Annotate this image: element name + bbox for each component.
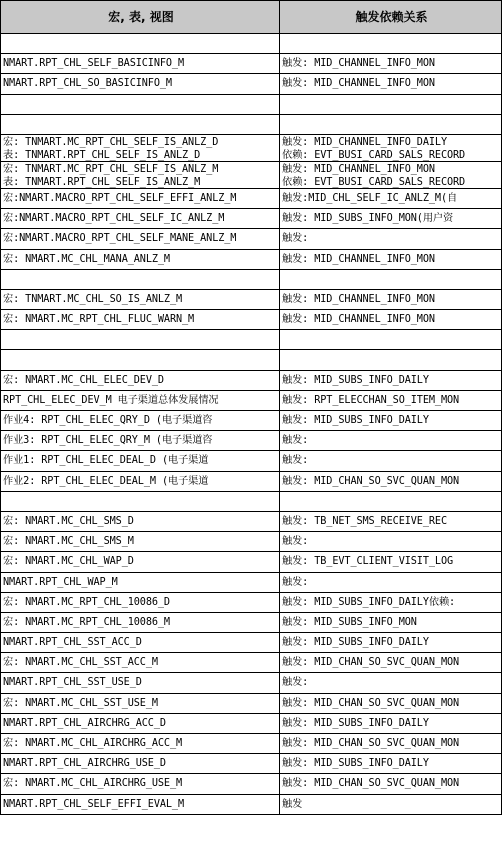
- table-row: [0, 673, 502, 693]
- dependency-cell: 触发: MID_CHANNEL_INFO_MON: [280, 54, 502, 74]
- table-row: [0, 229, 502, 249]
- column-header-trigger-dependency: 触发依赖关系: [280, 0, 502, 34]
- table-row: [0, 115, 502, 135]
- table-row: [0, 451, 502, 471]
- object-name-cell: [0, 34, 280, 54]
- table-row: [0, 391, 502, 411]
- table-row: [0, 209, 502, 229]
- object-name-cell: 宏: NMART.MC_RPT_CHL_FLUC_WARN_M: [0, 310, 280, 330]
- dependency-cell: 触发:: [280, 532, 502, 552]
- object-name-cell: 作业1: RPT_CHL_ELEC_DEAL_D (电子渠道: [0, 451, 280, 471]
- table-row: [0, 734, 502, 754]
- table-row: [0, 350, 502, 370]
- dependency-cell: [280, 95, 502, 115]
- object-name-cell: [0, 492, 280, 512]
- object-name-cell: 宏: TNMART.MC_RPT_CHL_SELF_IS_ANLZ_D 表: TNMART.RPT_CHL_SELF_IS_ANLZ_D: [0, 135, 280, 162]
- dependency-cell: 触发:: [280, 673, 502, 693]
- dependency-cell: 触发: MID_CHANNEL_INFO_MON: [280, 310, 502, 330]
- object-name-cell: [0, 350, 280, 370]
- dependency-cell: 触发: [280, 795, 502, 815]
- table-row: [0, 492, 502, 512]
- table-row: [0, 754, 502, 774]
- object-name-cell: 宏: NMART.MC_CHL_SMS_D: [0, 512, 280, 532]
- object-name-cell: NMART.RPT_CHL_AIRCHRG_USE_D: [0, 754, 280, 774]
- object-name-cell: NMART.RPT_CHL_AIRCHRG_ACC_D: [0, 714, 280, 734]
- dependency-cell: 触发: TB_EVT_CLIENT_VISIT_LOG: [280, 552, 502, 572]
- object-name-cell: 宏: TNMART.MC_CHL_SO_IS_ANLZ_M: [0, 290, 280, 310]
- object-name-cell: [0, 115, 280, 135]
- table-row: [0, 573, 502, 593]
- object-name-cell: NMART.RPT_CHL_WAP_M: [0, 573, 280, 593]
- table-row: [0, 135, 502, 162]
- object-name-cell: 宏: NMART.MC_CHL_SST_ACC_M: [0, 653, 280, 673]
- table-row: [0, 512, 502, 532]
- dependency-cell: [280, 350, 502, 370]
- dependency-cell: 触发:: [280, 431, 502, 451]
- object-name-cell: 宏: NMART.MC_CHL_WAP_D: [0, 552, 280, 572]
- table-header-row: [0, 0, 502, 34]
- dependency-cell: 触发: TB_NET_SMS_RECEIVE_REC: [280, 512, 502, 532]
- dependency-cell: 触发: MID_SUBS_INFO_DAILY: [280, 411, 502, 431]
- table-row: [0, 593, 502, 613]
- table-row: [0, 694, 502, 714]
- table-row: [0, 162, 502, 189]
- dependency-cell: 触发:: [280, 451, 502, 471]
- dependency-cell: 触发: MID_SUBS_INFO_MON: [280, 613, 502, 633]
- object-name-cell: [0, 270, 280, 290]
- object-name-cell: 宏: NMART.MC_RPT_CHL_10086_M: [0, 613, 280, 633]
- table-row: [0, 431, 502, 451]
- dependency-cell: 触发: MID_CHANNEL_INFO_MON: [280, 250, 502, 270]
- dependency-cell: 触发: MID_CHAN_SO_SVC_QUAN_MON: [280, 774, 502, 794]
- object-name-cell: 作业3: RPT_CHL_ELEC_QRY_M (电子渠道咨: [0, 431, 280, 451]
- dependency-cell: 触发: MID_CHAN_SO_SVC_QUAN_MON: [280, 734, 502, 754]
- object-name-cell: 宏:NMART.MACRO_RPT_CHL_SELF_EFFI_ANLZ_M: [0, 189, 280, 209]
- column-header-objects: 宏, 表, 视图: [0, 0, 280, 34]
- object-name-cell: NMART.RPT_CHL_SST_USE_D: [0, 673, 280, 693]
- table-row: [0, 633, 502, 653]
- table-row: [0, 411, 502, 431]
- dependency-cell: 触发: MID_CHANNEL_INFO_MON: [280, 74, 502, 94]
- dependency-cell: 触发: MID_CHANNEL_INFO_MON: [280, 290, 502, 310]
- object-name-cell: 宏: NMART.MC_CHL_SMS_M: [0, 532, 280, 552]
- dependency-cell: 触发: MID_CHANNEL_INFO_MON 依赖: EVT_BUSI_CARD_SALS_RECORD: [280, 162, 502, 189]
- object-name-cell: 宏: NMART.MC_RPT_CHL_10086_D: [0, 593, 280, 613]
- table-row: [0, 532, 502, 552]
- table-row: [0, 54, 502, 74]
- dependency-cell: 触发: MID_CHAN_SO_SVC_QUAN_MON: [280, 472, 502, 492]
- table-row: [0, 189, 502, 209]
- dependency-cell: 触发: MID_CHAN_SO_SVC_QUAN_MON: [280, 653, 502, 673]
- table-row: [0, 270, 502, 290]
- dependency-cell: 触发: MID_SUBS_INFO_DAILY: [280, 754, 502, 774]
- dependency-cell: [280, 34, 502, 54]
- table-row: [0, 472, 502, 492]
- object-name-cell: 宏:NMART.MACRO_RPT_CHL_SELF_MANE_ANLZ_M: [0, 229, 280, 249]
- object-name-cell: RPT_CHL_ELEC_DEV_M 电子渠道总体发展情况: [0, 391, 280, 411]
- object-name-cell: 宏: NMART.MC_CHL_AIRCHRG_ACC_M: [0, 734, 280, 754]
- object-name-cell: 宏: NMART.MC_CHL_MANA_ANLZ_M: [0, 250, 280, 270]
- object-name-cell: 作业4: RPT_CHL_ELEC_QRY_D (电子渠道咨: [0, 411, 280, 431]
- dependency-cell: 触发: RPT_ELECCHAN_SO_ITEM_MON: [280, 391, 502, 411]
- table-row: [0, 795, 502, 815]
- object-name-cell: [0, 95, 280, 115]
- dependency-cell: 触发: MID_SUBS_INFO_DAILY: [280, 714, 502, 734]
- object-name-cell: NMART.RPT_CHL_SO_BASICINFO_M: [0, 74, 280, 94]
- object-name-cell: 宏: TNMART.MC_RPT_CHL_SELF_IS_ANLZ_M 表: TNMART.RPT_CHL_SELF_IS_ANLZ_M: [0, 162, 280, 189]
- table-row: [0, 552, 502, 572]
- dependency-cell: 触发: MID_SUBS_INFO_DAILY: [280, 371, 502, 391]
- table-row: [0, 653, 502, 673]
- object-name-cell: NMART.RPT_CHL_SELF_BASICINFO_M: [0, 54, 280, 74]
- dependency-cell: [280, 492, 502, 512]
- dependency-cell: 触发: MID_CHANNEL_INFO_DAILY 依赖: EVT_BUSI_CARD_SALS_RECORD: [280, 135, 502, 162]
- table-row: [0, 250, 502, 270]
- table-row: [0, 290, 502, 310]
- dependency-cell: 触发:: [280, 573, 502, 593]
- table-row: [0, 34, 502, 54]
- object-name-cell: 宏: NMART.MC_CHL_ELEC_DEV_D: [0, 371, 280, 391]
- dependency-cell: [280, 270, 502, 290]
- table-row: [0, 74, 502, 94]
- table-row: [0, 613, 502, 633]
- dependency-cell: 触发: MID_CHAN_SO_SVC_QUAN_MON: [280, 694, 502, 714]
- table-row: [0, 714, 502, 734]
- object-name-cell: 宏: NMART.MC_CHL_AIRCHRG_USE_M: [0, 774, 280, 794]
- dependency-cell: [280, 115, 502, 135]
- dependency-cell: [280, 330, 502, 350]
- dependency-cell: 触发: MID_SUBS_INFO_DAILY: [280, 633, 502, 653]
- dependency-cell: 触发: MID_SUBS_INFO_MON(用户资: [280, 209, 502, 229]
- object-name-cell: 宏: NMART.MC_CHL_SST_USE_M: [0, 694, 280, 714]
- dependency-cell: 触发:MID_CHL_SELF_IC_ANLZ_M(自: [280, 189, 502, 209]
- object-name-cell: 宏:NMART.MACRO_RPT_CHL_SELF_IC_ANLZ_M: [0, 209, 280, 229]
- object-name-cell: [0, 330, 280, 350]
- table-row: [0, 774, 502, 794]
- table-row: [0, 310, 502, 330]
- table-row: [0, 330, 502, 350]
- object-name-cell: 作业2: RPT_CHL_ELEC_DEAL_M (电子渠道: [0, 472, 280, 492]
- dependency-cell: 触发: MID_SUBS_INFO_DAILY依赖:: [280, 593, 502, 613]
- object-name-cell: NMART.RPT_CHL_SELF_EFFI_EVAL_M: [0, 795, 280, 815]
- object-name-cell: NMART.RPT_CHL_SST_ACC_D: [0, 633, 280, 653]
- dependency-cell: 触发:: [280, 229, 502, 249]
- table-row: [0, 95, 502, 115]
- table-row: [0, 371, 502, 391]
